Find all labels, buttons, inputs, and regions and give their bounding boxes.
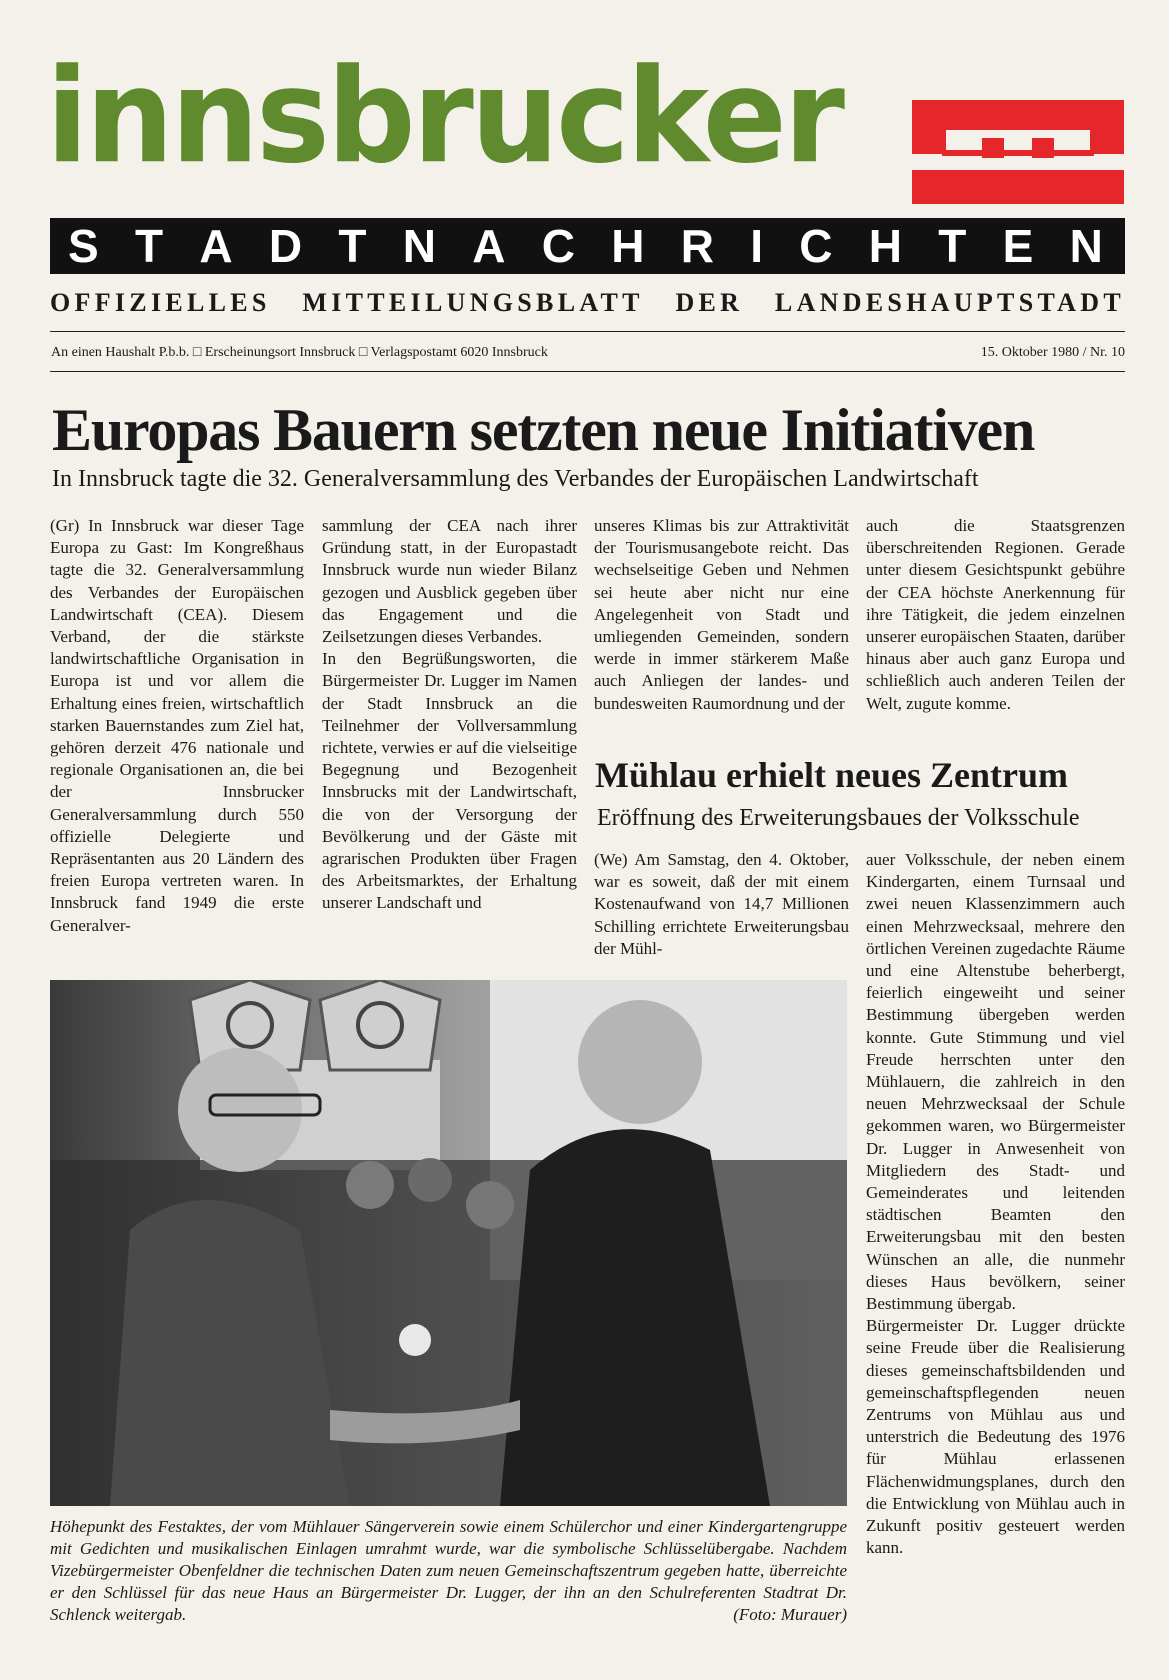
paragraph: sammlung der CEA nach ihrer Gründung statt, in der Europastadt Innsbruck wurde nun wieder Bilanz gezogen und Ausblick gegeben über das Engagement und die Zeilsetzungen dieses Verbandes. [322, 516, 577, 647]
masthead-bar-letter: N [1069, 220, 1103, 272]
subtitle-word: LANDESHAUPTSTADT [774, 288, 1125, 317]
masthead-bar-letter: R [680, 220, 714, 272]
divider [50, 331, 1125, 332]
innsbruck-bridge-logo [912, 100, 1124, 210]
masthead-bar-letter: H [868, 220, 902, 272]
article2-column-1 [594, 849, 849, 960]
article2-column-2 [866, 849, 1125, 1560]
photo-illustration [50, 980, 847, 1506]
article-column-2 [322, 515, 577, 915]
paragraph: Bürgermeister Dr. Lugger drückte seine Freude über die Realisierung dieses gemeinschaftsbildenden und gemeinschaftspflegenden neuen Zentrums von Mühlau aus und unterstrich die Bedeutung des 1976 für Mühlau erlassenen Flächenwidmungsplanes, durch den die Entwicklung von Mühlau auch in Zukunft positiv gesteuert werden kann. [866, 1316, 1125, 1558]
paragraph: In den Begrüßungsworten, die Bürgermeister Dr. Lugger im Namen der Stadt Innsbruck an die Teilnehmer der Vollversammlung richtete, verwies er auf die vielseitige Begegnung und Bezogenheit Innsbrucks mit der Landwirtschaft, die von der Versorgung der Bevölkerung und der Gäste mit agrarischen Produkten über Fragen des Arbeitsmarktes, der Erhaltung unserer Landschaft und [322, 649, 577, 913]
masthead-bar-letter: A [199, 220, 233, 272]
masthead-bar-letter: D [268, 220, 303, 272]
article-column-3 [594, 515, 849, 715]
subtitle-word: OFFIZIELLES [50, 288, 271, 317]
article2-headline: Mühlau erhielt neues Zentrum [595, 755, 1068, 795]
postal-info: An einen Haushalt P.b.b. □ Erscheinungsort Innsbruck □ Verlagspostamt 6020 Innsbruck [51, 345, 548, 360]
paragraph: (We) Am Samstag, den 4. Oktober, war es soweit, daß der mit einem Kostenaufwand von 14,7 Millionen Schilling errichtete Erweiterungsbau der Mühl- [594, 850, 849, 958]
masthead-bar-letter: N [402, 220, 436, 272]
paragraph: auer Volksschule, der neben einem Kindergarten, einem Turnsaal und zwei neuen Klassenzimmern auch einen Mehrzwecksaal, mehrere den örtlichen Vereinen zugedachte Räume und eine Altenstube beherbergt, feierlich eingeweiht und seiner Bestimmung übergeben werden konnte. Gute Stimmung und viel Freude herrschten unter den Mühlauern, die zahlreich in den neuen Mehrzwecksaal der Schule gekommen waren, wo Bürgermeister Dr. Lugger in Anwesenheit von Mitgliedern des Stadt- und Gemeinderates und leitenden städtischen Beamten den Erweiterungsbau mit den besten Wünschen an alle, die nunmehr dieses Haus bevölkern, seiner Bestimmung übergab. [866, 850, 1125, 1314]
article-subheadline: In Innsbruck tagte die 32. Generalversammlung des Verbandes der Europäischen Landwirtschaft [52, 466, 979, 492]
issue-date: 15. Oktober 1980 / Nr. 10 [980, 345, 1125, 360]
caption-text: Höhepunkt des Festaktes, der vom Mühlauer Sängerverein sowie einem Schülerchor und einer Kindergartengruppe mit Gedichten und musikalischen Einlagen umrahmt wurde, war die symbolische Schlüsselübergabe. Nachdem Vizebürgermeister Obenfeldner die technischen Daten zum neuen Gemeinschaftszentrum gegeben hatte, überreichte er den Schlüssel für das neue Haus an Bürgermeister Dr. Lugger, der ihn an den Schulreferenten Stadtrat Dr. Schlenck weitergab. [50, 1517, 847, 1624]
masthead-bar-letter: I [750, 220, 763, 272]
paragraph: unseres Klimas bis zur Attraktivität der Tourismusangebote reicht. Das wechselseitige Geben und Nehmen sei heute aber nicht nur eine Angelegenheit von Stadt und umliegenden Gemeinden, sondern werde in immer stärkerem Maße auch Anliegen der landes- und bundesweiten Raumordnung und der [594, 516, 849, 713]
article-headline: Europas Bauern setzten neue Initiativen [52, 397, 1035, 463]
photo-caption [50, 1516, 847, 1626]
masthead-bar-letter: T [938, 220, 967, 272]
masthead-bar-letter: A [472, 220, 506, 272]
masthead-bar-letter: C [799, 220, 833, 272]
masthead-bar-letter: T [134, 220, 164, 272]
masthead-bar-letter: T [338, 220, 367, 272]
article-column-4 [866, 515, 1125, 715]
paragraph: auch die Staatsgrenzen überschreitenden Regionen. Gerade unter diesem Gesichtspunkt gebühre der CEA höchste Anerkennung für ihre Tätigkeit, die jedem einzelnen unserer europäischen Staaten, darüber hinaus aber auch ganz Europa und schließlich auch anderen Teilen der Welt, zugute komme. [866, 516, 1125, 713]
article-column-1 [50, 515, 304, 937]
photo-credit: (Foto: Murauer) [733, 1605, 847, 1624]
article2-subheadline: Eröffnung des Erweiterungsbaues der Volksschule [597, 805, 1080, 831]
masthead-bar-letter: S [68, 220, 99, 272]
masthead-bar-letter: H [611, 220, 645, 272]
masthead-subtitle [50, 288, 1125, 318]
subtitle-word: DER [675, 288, 744, 317]
paragraph: (Gr) In Innsbruck war dieser Tage Europa zu Gast: Im Kongreßhaus tagte die 32. Generalversammlung des Verbandes der Europäischen Landwirtschaft (CEA). Diesem Verband, der die stärkste landwirtschaftliche Organisation in Europa ist und vor allem die Erhaltung eines freien, wirtschaftlich starken Bauernstandes zum Ziel hat, gehören derzeit 476 nationale und regionale Organisationen an, die bei der Innsbrucker Generalversammlung durch 550 offizielle Delegierte und Repräsentanten aus 20 Ländern des freien Europa vertreten waren. In Innsbruck fand 1949 die erste Generalver- [50, 516, 304, 935]
subtitle-word: MITTEILUNGSBLATT [302, 288, 644, 317]
divider [50, 371, 1125, 372]
masthead-bar [50, 218, 1125, 274]
ceremony-photo [50, 980, 847, 1506]
masthead-title: innsbrucker [46, 41, 842, 193]
masthead-bar-letter: E [1002, 220, 1034, 272]
masthead-bar-letter: C [541, 220, 575, 272]
